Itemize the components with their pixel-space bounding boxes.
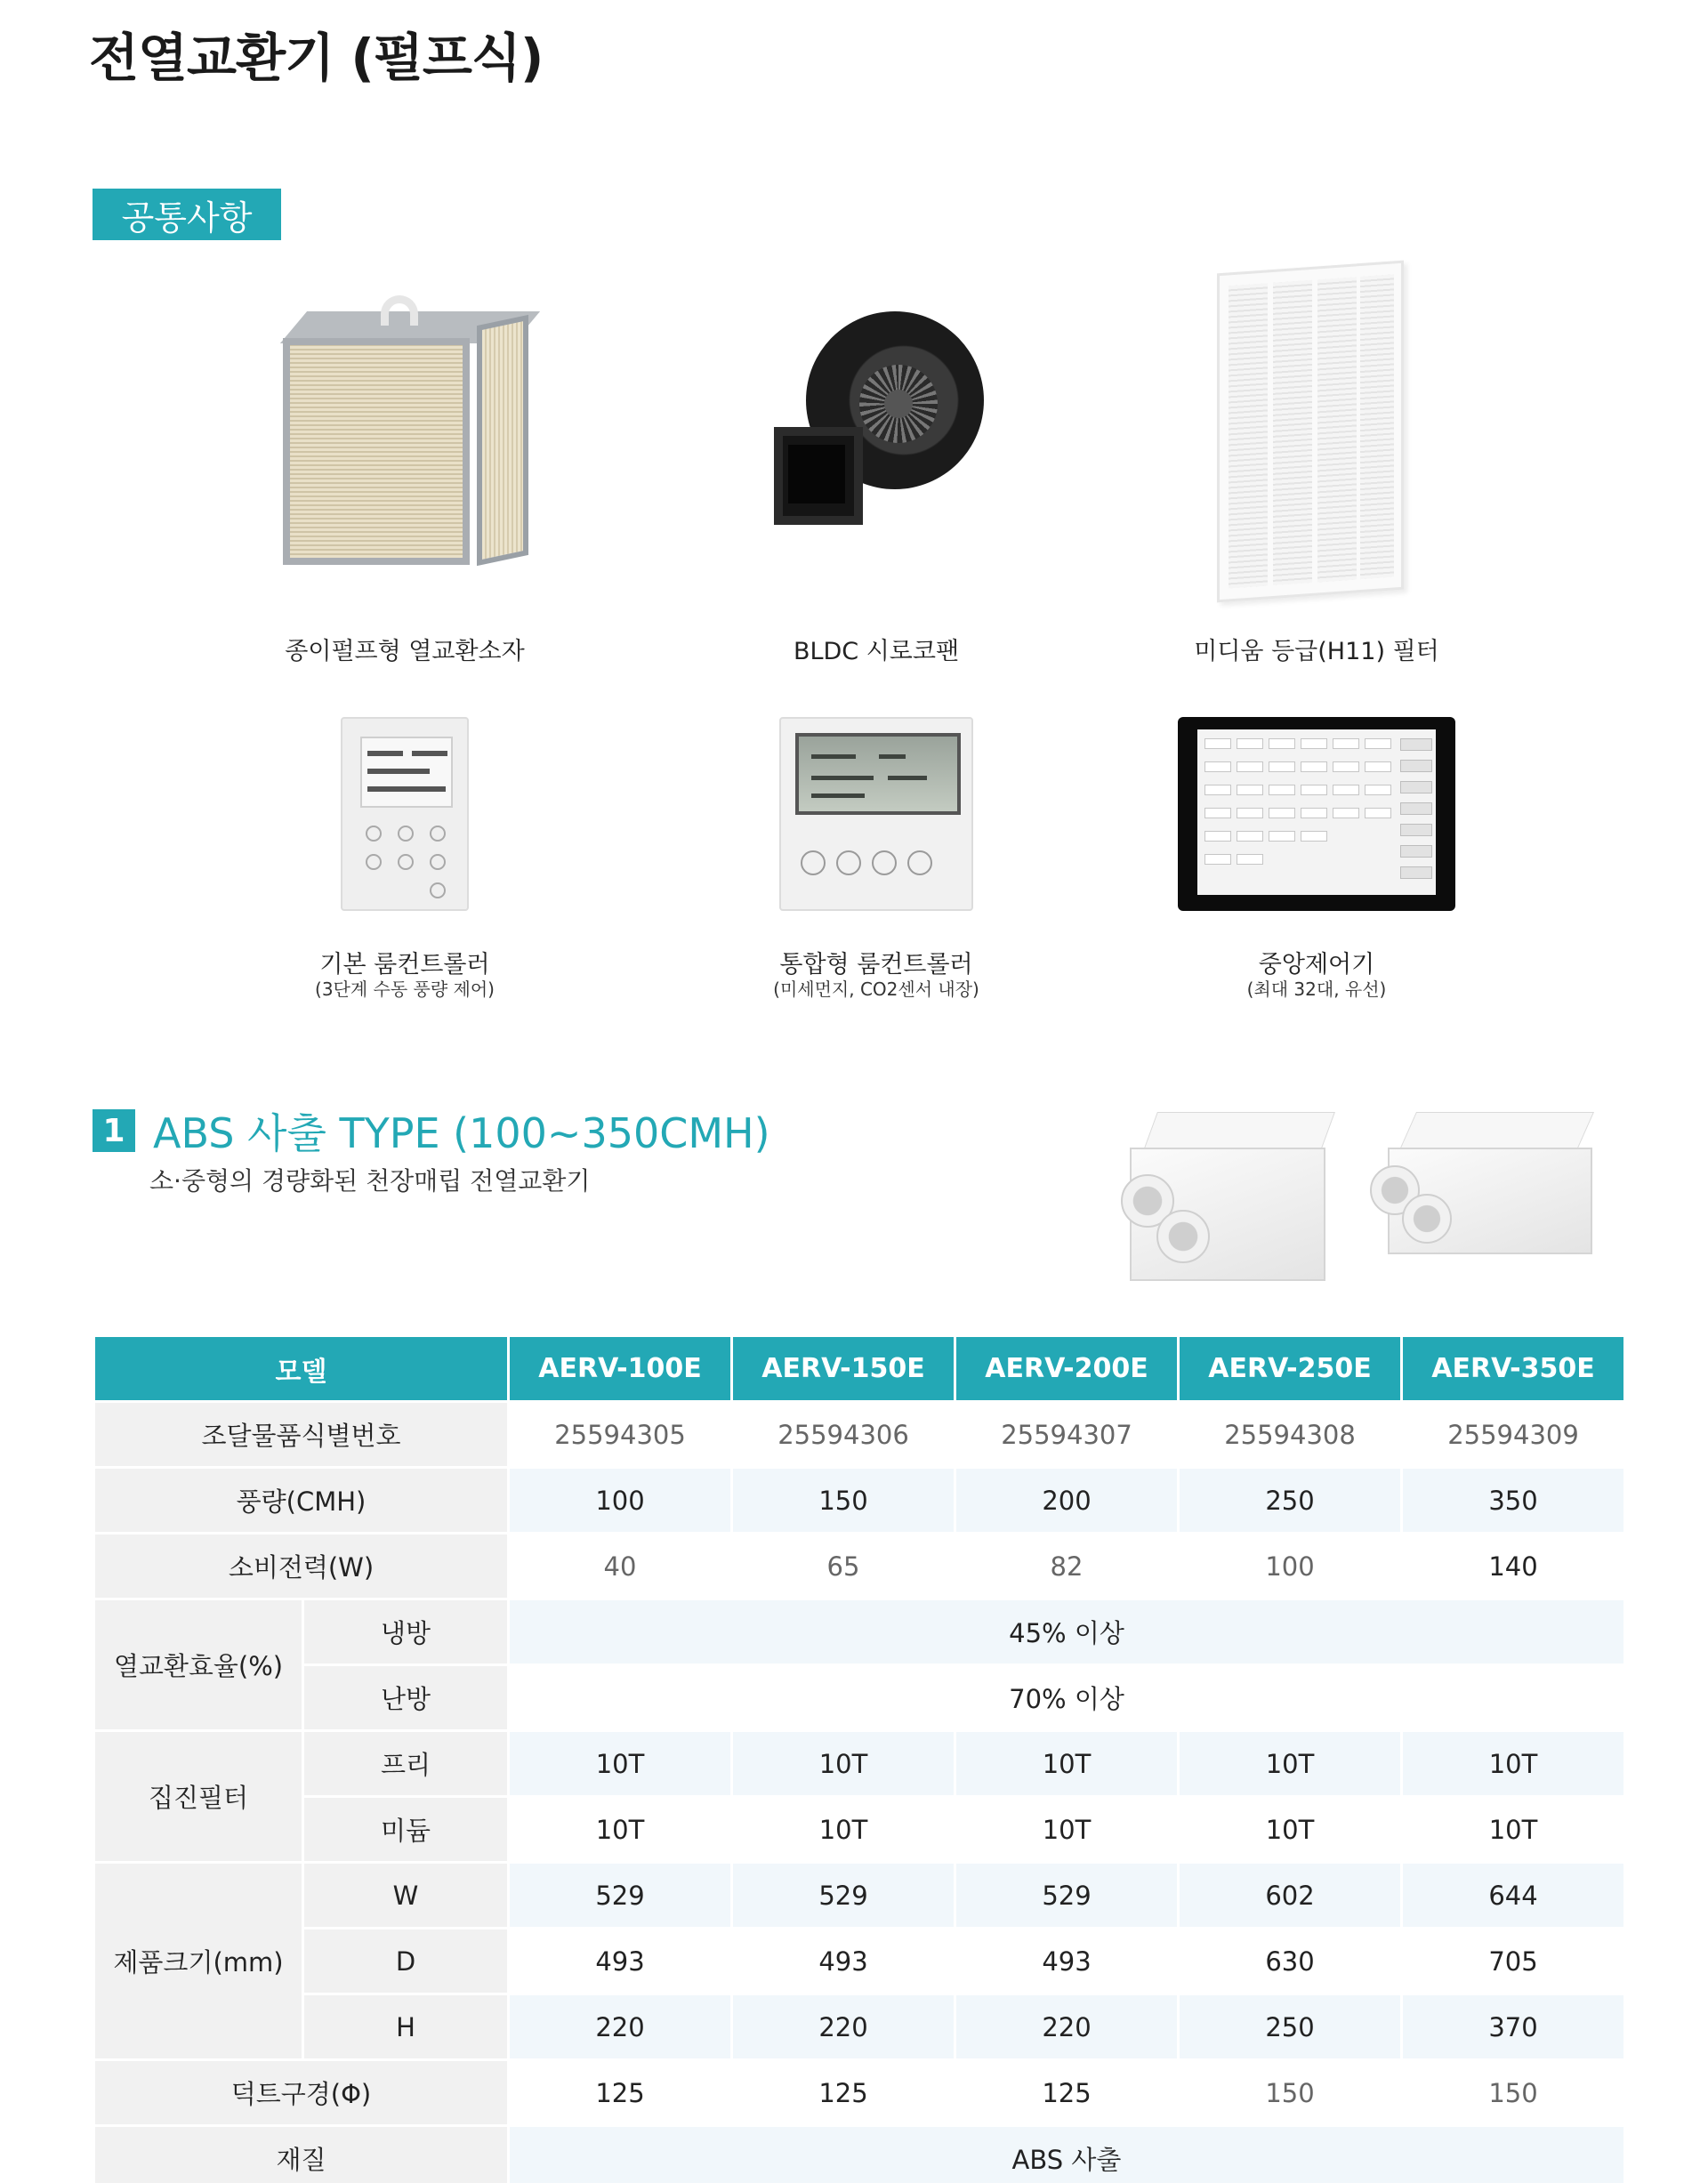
product-subtitle: (3단계 수동 풍량 제어) xyxy=(315,979,495,1000)
table-cell: 25594308 xyxy=(1224,1419,1356,1450)
product-name: 중앙제어기 xyxy=(1258,951,1375,979)
row-label: 재질 xyxy=(95,2127,507,2183)
table-cell: 82 xyxy=(1050,1551,1084,1582)
product-subtitle: (미세먼지, CO2센서 내장) xyxy=(773,979,979,1000)
product-central-controller xyxy=(1174,712,1459,1005)
product-basic-controller xyxy=(267,712,543,1005)
sirocco-fan-image xyxy=(774,302,987,552)
section-1-title xyxy=(93,1101,770,1160)
table-cell: 125 xyxy=(1042,2077,1092,2108)
table-row xyxy=(95,1929,1623,1993)
common-section-tag: 공통사항 xyxy=(93,189,281,240)
table-row xyxy=(95,1995,1623,2058)
table-row xyxy=(95,1469,1623,1532)
row-sublabel: 미듐 xyxy=(304,1798,507,1861)
table-cell: 493 xyxy=(818,1945,868,1977)
table-header-row xyxy=(95,1337,1623,1400)
product-name: 종이펄프형 열교환소자 xyxy=(285,638,525,665)
table-cell: 140 xyxy=(1488,1551,1538,1582)
row-group-label: 집진필터 xyxy=(95,1732,302,1861)
table-cell: 125 xyxy=(818,2077,868,2108)
table-cell: 40 xyxy=(603,1551,637,1582)
table-cell: 705 xyxy=(1488,1945,1538,1977)
table-row xyxy=(95,2127,1623,2183)
row-sublabel: 난방 xyxy=(304,1666,507,1729)
row-label: 풍량(CMH) xyxy=(95,1469,507,1532)
table-cell: 25594307 xyxy=(1001,1419,1132,1450)
table-cell: 602 xyxy=(1180,1864,1400,1927)
table-cell: 200 xyxy=(956,1469,1177,1532)
product-integrated-controller xyxy=(738,712,1014,1005)
row-sublabel: 냉방 xyxy=(304,1600,507,1663)
table-cell: 350 xyxy=(1403,1469,1623,1532)
product-subtitle: (최대 32대, 유선) xyxy=(1246,979,1387,1000)
product-sirocco-fan xyxy=(738,294,1014,667)
table-cell: 100 xyxy=(510,1469,730,1532)
product-heat-exchanger xyxy=(267,294,543,667)
row-group-label: 제품크기(mm) xyxy=(95,1864,302,2058)
table-cell: 150 xyxy=(733,1469,954,1532)
row-label: 조달물품식별번호 xyxy=(95,1403,507,1466)
table-row xyxy=(95,1732,1623,1795)
page-title: 전열교환기 (펄프식) xyxy=(89,28,544,88)
central-controller-image xyxy=(1178,717,1455,911)
table-cell: 529 xyxy=(733,1864,954,1927)
table-cell: 125 xyxy=(595,2077,645,2108)
table-cell: 10T xyxy=(1403,1732,1623,1795)
table-cell: 220 xyxy=(956,1995,1177,2058)
table-cell: 220 xyxy=(733,1995,954,2058)
table-cell: 10T xyxy=(1488,1814,1538,1845)
table-row xyxy=(95,1666,1623,1729)
table-cell: 529 xyxy=(510,1864,730,1927)
table-cell: 25594309 xyxy=(1447,1419,1579,1450)
header-model: AERV-250E xyxy=(1180,1337,1400,1400)
table-row xyxy=(95,1798,1623,1861)
table-row xyxy=(95,1864,1623,1927)
table-cell-merged: ABS 사출 xyxy=(510,2127,1623,2183)
section-number: 1 xyxy=(93,1109,135,1152)
table-cell: 630 xyxy=(1265,1945,1315,1977)
spec-table xyxy=(93,1334,1626,2183)
table-cell: 10T xyxy=(1042,1814,1092,1845)
section-description: 소·중형의 경량화된 천장매립 전열교환기 xyxy=(149,1166,591,1196)
header-model: AERV-150E xyxy=(733,1337,954,1400)
table-cell: 250 xyxy=(1180,1995,1400,2058)
row-group-label: 열교환효율(%) xyxy=(95,1600,302,1729)
table-cell: 10T xyxy=(510,1732,730,1795)
table-row xyxy=(95,2061,1623,2124)
header-model: AERV-200E xyxy=(956,1337,1177,1400)
table-cell: 529 xyxy=(956,1864,1177,1927)
table-cell-merged: 45% 이상 xyxy=(510,1600,1623,1663)
table-row xyxy=(95,1600,1623,1663)
table-cell: 370 xyxy=(1403,1995,1623,2058)
table-cell: 10T xyxy=(1180,1732,1400,1795)
product-medium-filter xyxy=(1174,258,1459,667)
table-cell: 493 xyxy=(595,1945,645,1977)
section-title-text: ABS 사출 TYPE (100~350CMH) xyxy=(153,1109,770,1157)
table-cell: 150 xyxy=(1488,2077,1538,2108)
table-cell: 10T xyxy=(595,1814,645,1845)
table-cell: 10T xyxy=(1265,1814,1315,1845)
row-sublabel: H xyxy=(304,1995,507,2058)
table-cell: 150 xyxy=(1265,2077,1315,2108)
abs-unit-image-1 xyxy=(1121,1112,1334,1290)
product-name: 기본 룸컨트롤러 xyxy=(319,951,490,979)
filter-image xyxy=(1217,267,1404,596)
row-label: 소비전력(W) xyxy=(95,1535,507,1598)
table-cell: 25594306 xyxy=(777,1419,909,1450)
table-cell: 10T xyxy=(956,1732,1177,1795)
table-cell: 100 xyxy=(1265,1551,1315,1582)
product-name: 미디움 등급(H11) 필터 xyxy=(1194,638,1439,665)
table-cell: 220 xyxy=(510,1995,730,2058)
product-name: BLDC 시로코팬 xyxy=(793,638,960,665)
table-cell: 250 xyxy=(1180,1469,1400,1532)
product-name: 통합형 룸컨트롤러 xyxy=(779,951,973,979)
heat-exchanger-image xyxy=(276,311,534,569)
row-sublabel: W xyxy=(304,1864,507,1927)
table-cell: 25594305 xyxy=(554,1419,686,1450)
table-cell: 10T xyxy=(733,1732,954,1795)
header-model: AERV-100E xyxy=(510,1337,730,1400)
table-row xyxy=(95,1403,1623,1466)
table-cell: 65 xyxy=(826,1551,860,1582)
basic-controller-image xyxy=(341,717,469,911)
integrated-controller-image xyxy=(779,717,973,911)
header-model-label: 모델 xyxy=(95,1337,507,1400)
table-cell: 10T xyxy=(818,1814,868,1845)
table-cell: 644 xyxy=(1403,1864,1623,1927)
table-cell: 493 xyxy=(1042,1945,1092,1977)
row-sublabel: D xyxy=(304,1929,507,1993)
header-model: AERV-350E xyxy=(1403,1337,1623,1400)
row-label: 덕트구경(Φ) xyxy=(95,2061,507,2124)
table-cell-merged: 70% 이상 xyxy=(1009,1684,1124,1714)
abs-unit-image-2 xyxy=(1370,1112,1601,1272)
row-sublabel: 프리 xyxy=(304,1732,507,1795)
table-row xyxy=(95,1535,1623,1598)
